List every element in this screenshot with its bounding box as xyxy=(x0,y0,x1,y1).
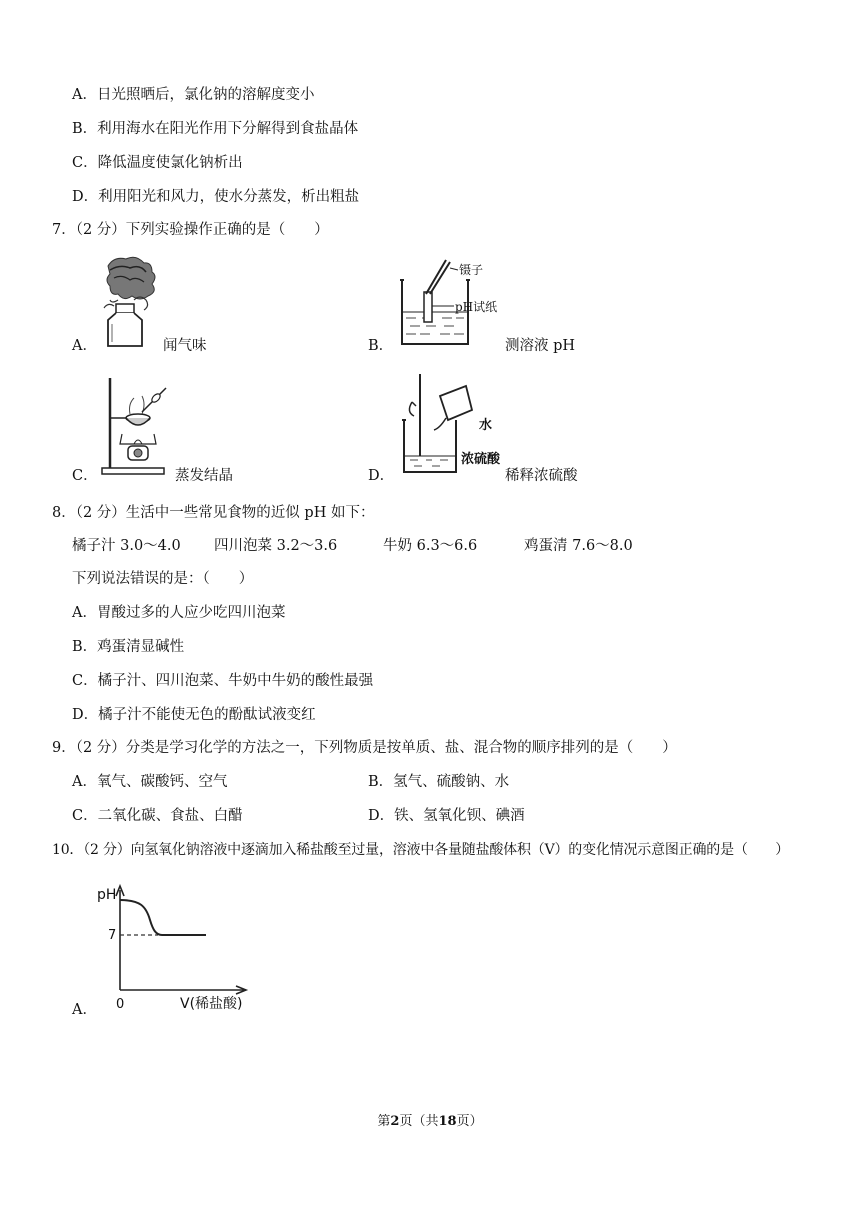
q8-food-orange-juice: 橘子汁 3.0～4.0 xyxy=(72,538,181,554)
footer-middle: 页（共 xyxy=(399,1114,439,1129)
footer-suffix: 页） xyxy=(456,1114,483,1129)
q10-graph-origin: 0 xyxy=(116,997,125,1012)
q9-option-d: D．铁、氢氧化钡、碘酒 xyxy=(368,808,525,824)
q8-option-c: C．橘子汁、四川泡菜、牛奶中牛奶的酸性最强 xyxy=(72,673,374,689)
q7-option-a-letter: A． xyxy=(72,338,97,354)
q8-food-egg-white: 鸡蛋清 7.6～8.0 xyxy=(524,538,633,554)
q10-graph-x-label: V(稀盐酸) xyxy=(180,996,243,1012)
q7-figure-d-water-label: 水 xyxy=(479,418,493,433)
q7-figure-d-acid-label: 浓硫酸 xyxy=(461,452,501,467)
q6-option-b: B．利用海水在阳光作用下分解得到食盐晶体 xyxy=(72,121,359,137)
footer-page-number: 2 xyxy=(390,1114,400,1129)
q6-option-a: A．日光照晒后，氯化钠的溶解度变小 xyxy=(72,87,315,103)
q9-option-c: C．二氧化碳、食盐、白醋 xyxy=(72,808,243,824)
q6-option-d: D．利用阳光和风力，使水分蒸发，析出粗盐 xyxy=(72,189,360,205)
q6-option-c: C．降低温度使氯化钠析出 xyxy=(72,155,243,171)
footer-prefix: 第 xyxy=(377,1114,391,1129)
q9-stem: 9．（2 分）分类是学习化学的方法之一，下列物质是按单质、盐、混合物的顺序排列的是（ ） xyxy=(52,740,677,756)
q7-stem: 7．（2 分）下列实验操作正确的是（ ） xyxy=(52,222,329,238)
q8-food-milk: 牛奶 6.3～6.6 xyxy=(383,538,478,554)
q10-graph-y-label: pH xyxy=(97,887,117,903)
q10-option-a-letter: A． xyxy=(72,1002,97,1018)
q7-option-d-letter: D． xyxy=(368,468,395,484)
q7-option-b-caption: 测溶液 pH xyxy=(505,338,576,354)
q7-option-a-caption: 闻气味 xyxy=(163,338,207,354)
q10-stem: 10．（2 分）向氢氧化钠溶液中逐滴加入稀盐酸至过量，溶液中各量随盐酸体积（V）的变化情况示意图正确的是（ ） xyxy=(52,842,790,858)
q10-graph-y-tick-7: 7 xyxy=(108,928,117,943)
q8-sub-stem: 下列说法错误的是：（ ） xyxy=(72,571,254,587)
q7-figure-a-smelling xyxy=(100,256,170,348)
q7-option-b-letter: B． xyxy=(368,338,394,354)
q7-option-c-letter: C． xyxy=(72,468,98,484)
q7-option-d-caption: 稀释浓硫酸 xyxy=(505,468,578,484)
page-footer xyxy=(0,1110,860,1129)
q7-option-c-caption: 蒸发结晶 xyxy=(175,468,233,484)
q8-option-a: A．胃酸过多的人应少吃四川泡菜 xyxy=(72,605,286,621)
q8-option-d: D．橘子汁不能使无色的酚酞试液变红 xyxy=(72,707,316,723)
q7-figure-b-tweezers-label: 镊子 xyxy=(459,263,484,277)
q8-option-b: B．鸡蛋清显碱性 xyxy=(72,639,185,655)
q8-stem: 8．（2 分）生活中一些常见食物的近似 pH 如下： xyxy=(52,505,375,521)
footer-total-pages: 18 xyxy=(438,1114,457,1129)
q9-option-a: A．氧气、碳酸钙、空气 xyxy=(72,774,228,790)
q7-figure-c-evaporation xyxy=(100,374,172,478)
q9-option-b: B．氢气、硫酸钠、水 xyxy=(368,774,510,790)
q7-figure-b-ph-paper-label: pH试纸 xyxy=(455,300,498,314)
q8-food-pickles: 四川泡菜 3.2～3.6 xyxy=(214,538,338,554)
